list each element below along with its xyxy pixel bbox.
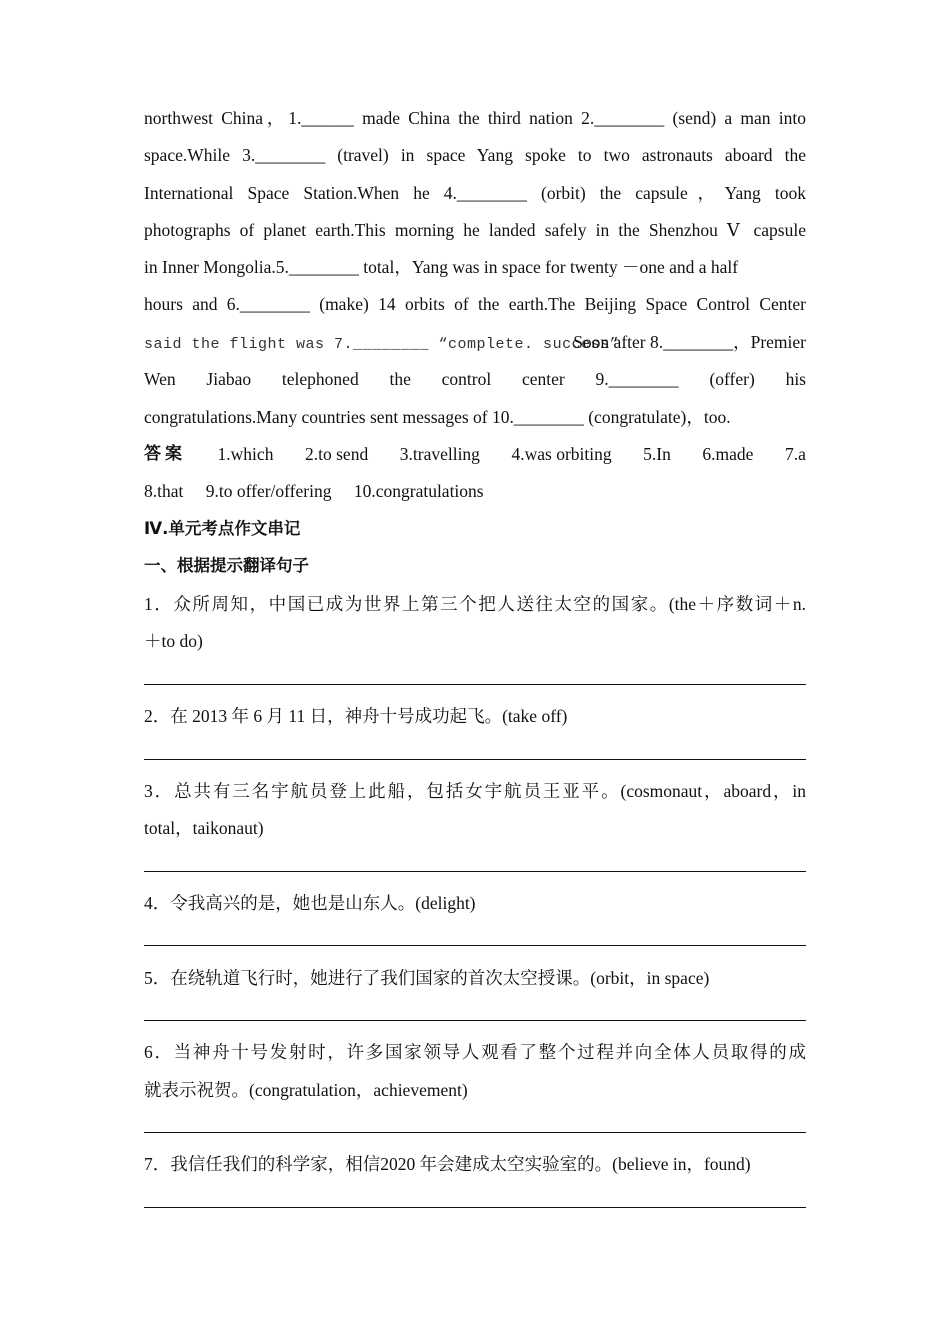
answer-item: 2.to send (305, 444, 369, 464)
answer-item: 8.that (144, 481, 184, 501)
question-5: 5．在绕轨道飞行时，她进行了我们国家的首次太空授课。(orbit，in space) (144, 968, 710, 988)
question-4: 4．令我高兴的是，她也是山东人。(delight) (144, 893, 476, 913)
answer-item: 10.congratulations (353, 481, 484, 501)
answer-blank-6[interactable] (144, 1132, 806, 1133)
answer-item: 9.to offer/offering (205, 481, 332, 501)
section-heading: Ⅳ.单元考点作文串记 (144, 519, 301, 538)
question-1: 1．众所周知，中国已成为世界上第三个把人送往太空的国家。(the＋序数词＋n. (144, 594, 806, 614)
answer-blank-2[interactable] (144, 759, 806, 760)
answer-item: 6.made (702, 444, 754, 464)
passage-line-3: International Space Station.When he 4.________ (orbit) the capsule，Yang took (144, 183, 806, 203)
answer-item: 4.was orbiting (511, 444, 612, 464)
passage-line-1: northwest China，1.______ made China the third nation 2.________ (send) a man into (144, 108, 806, 128)
passage-line-2: space.While 3.________ (travel) in space Yang spoke to two astronauts aboard the (144, 145, 806, 165)
answer-label: 答案 (144, 444, 186, 464)
answer-line-1 (144, 443, 806, 465)
question-1-cont: ＋to do) (144, 631, 203, 651)
passage-line-9: congratulations.Many countries sent messages of 10.________ (congratulate)，too. (144, 407, 731, 427)
question-3-cont: total，taikonaut) (144, 818, 264, 838)
answer-item: 1.which (217, 444, 274, 464)
answer-blank-5[interactable] (144, 1020, 806, 1021)
question-7: 7．我信任我们的科学家，相信2020 年会建成太空实验室的。(believe in，found) (144, 1154, 751, 1174)
passage-line-7-mono: said the flight was 7.________ “complete. success” (144, 336, 620, 353)
passage-line-8: Wen Jiabao telephoned the control center 9.________ (offer) his (144, 369, 806, 389)
answer-blank-4[interactable] (144, 945, 806, 946)
answer-blank-1[interactable] (144, 684, 806, 685)
question-2: 2．在 2013 年 6 月 11 日，神舟十号成功起飞。(take off) (144, 706, 568, 726)
passage-line-7-tail: Soon after 8.________，Premier (573, 332, 806, 352)
answer-blank-3[interactable] (144, 871, 806, 872)
question-6: 6．当神舟十号发射时，许多国家领导人观看了整个过程并向全体人员取得的成 (144, 1042, 806, 1062)
answer-item: 3.travelling (399, 444, 480, 464)
subsection-heading: 一、根据提示翻译句子 (144, 556, 309, 575)
answer-item: 5.In (643, 444, 671, 464)
passage-line-5: in Inner Mongolia.5.________ total，Yang was in space for twenty －one and a half (144, 257, 739, 277)
answer-line-2 (144, 480, 806, 502)
question-3: 3．总共有三名宇航员登上此船，包括女宇航员王亚平。(cosmonaut，aboard，in (144, 781, 806, 801)
passage-line-7 (144, 331, 806, 356)
question-6-cont: 就表示祝贺。(congratulation，achievement) (144, 1080, 468, 1100)
answer-item: 7.a (785, 444, 806, 464)
answer-blank-7[interactable] (144, 1207, 806, 1208)
passage-line-4: photographs of planet earth.This morning he landed safely in the Shenzhou Ⅴ capsule (144, 220, 806, 240)
passage-line-6: hours and 6.________ (make) 14 orbits of the earth.The Beijing Space Control Center (144, 294, 806, 314)
